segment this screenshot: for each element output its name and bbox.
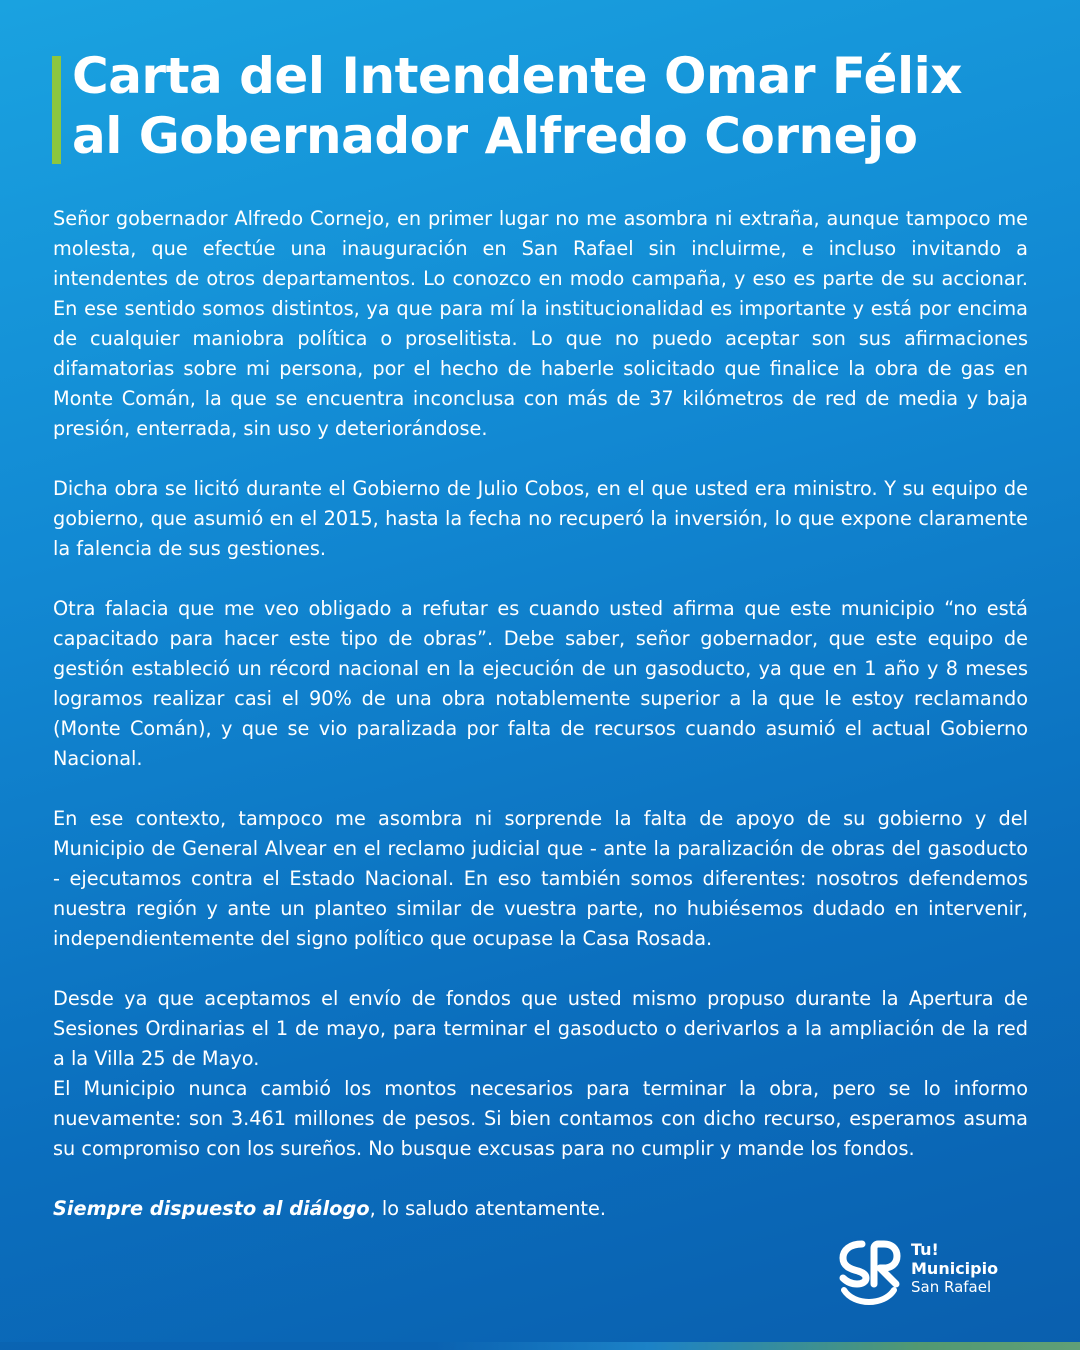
municipio-logo xyxy=(836,1238,1036,1310)
title-accent-bar xyxy=(52,56,61,164)
logo-line-2: Municipio xyxy=(911,1259,999,1278)
letter-paragraph-2: Dicha obra se licitó durante el Gobierno de Julio Cobos, en el que usted era ministro. Y su equipo de gobierno, que asumió en el 2015, hasta la fecha no recuperó la inversión, lo que expone claramente la falencia de sus gestiones. xyxy=(53,477,1028,560)
letter-paragraph-3: Otra falacia que me veo obligado a refutar es cuando usted afirma que este municipio “no está capacitado para hacer este tipo de obras”. Debe saber, señor gobernador, que este equipo de gestión estableció un récord nacional en la ejecución de un gasoducto, ya que en 1 año y 8 meses logramos realizar casi el 90% de una obra notablemente superior a la que le estoy reclamando (Monte Comán), y que se vio paralizada por falta de recursos cuando asumió el actual Gobierno Nacional. xyxy=(53,597,1028,770)
bottom-decorative-strip xyxy=(0,1342,1080,1350)
closing-emphasis: Siempre dispuesto al diálogo xyxy=(53,1197,370,1220)
page-title xyxy=(72,46,1032,166)
closing-rest: , lo saludo atentamente. xyxy=(369,1197,606,1220)
letter-paragraph-1: Señor gobernador Alfredo Cornejo, en primer lugar no me asombra ni extraña, aunque tampoco me molesta, que efectúe una inauguración en San Rafael sin incluirme, e incluso invitando a intendentes de otros departamentos. Lo conozco en modo campaña, y eso es parte de su accionar. En ese sentido somos distintos, ya que para mí la institucionalidad es importante y está por encima de cualquier maniobra política o proselitista. Lo que no puedo aceptar son sus afirmaciones difamatorias sobre mi persona, por el hecho de haberle solicitado que finalice la obra de gas en Monte Comán, la que se encuentra inconclusa con más de 37 kilómetros de red de media y baja presión, enterrada, sin uso y deteriorándose. xyxy=(53,207,1028,440)
letter-paragraph-4: En ese contexto, tampoco me asombra ni sorprende la falta de apoyo de su gobierno y del Municipio de General Alvear en el reclamo judicial que - ante la paralización de obras del gasoducto - ejecutamos contra el Estado Nacional. En eso también somos diferentes: nosotros defendemos nuestra región y ante un planteo similar de vuestra parte, no hubiésemos dudado en intervenir, independientemente del signo político que ocupase la Casa Rosada. xyxy=(53,807,1028,950)
letter-paragraph-5: Desde ya que aceptamos el envío de fondos que usted mismo propuso durante la Apertura de Sesiones Ordinarias el 1 de mayo, para terminar el gasoducto o derivarlos a la ampliación de la red a la Villa 25 de Mayo. xyxy=(53,987,1028,1070)
letter-body xyxy=(53,204,1028,1254)
letter-paragraph-6: El Municipio nunca cambió los montos necesarios para terminar la obra, pero se lo informo nuevamente: son 3.461 millones de pesos. Si bien contamos con dicho recurso, esperamos asuma su compromiso con los sureños. No busque excusas para no cumplir y mande los fondos. xyxy=(53,1077,1028,1160)
title-line-1: Carta del Intendente Omar Félix xyxy=(72,47,962,105)
letter-closing xyxy=(53,1194,1028,1224)
municipio-logo-icon xyxy=(836,1238,902,1308)
logo-line-3: San Rafael xyxy=(911,1278,992,1296)
title-line-2: al Gobernador Alfredo Cornejo xyxy=(72,107,918,165)
logo-line-1: Tu! xyxy=(911,1240,939,1259)
municipio-logo-text xyxy=(911,1240,998,1297)
